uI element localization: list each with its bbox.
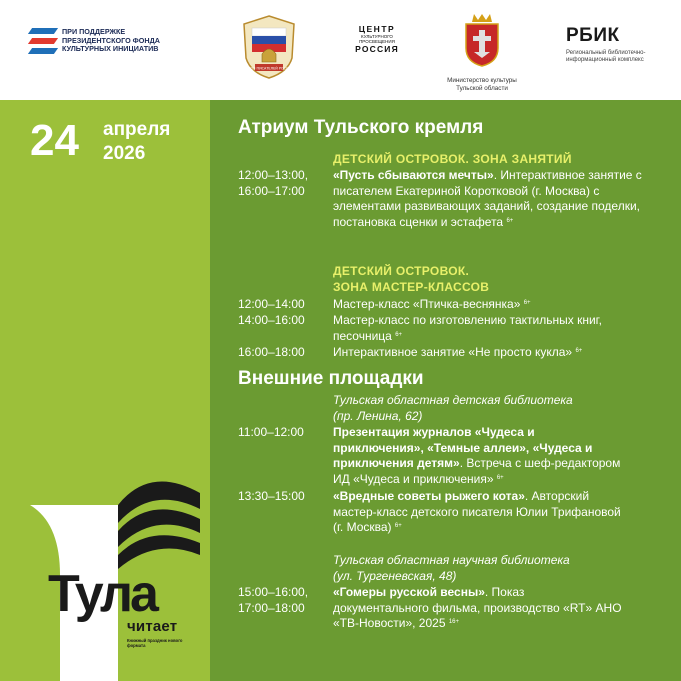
date-month: апреля xyxy=(103,119,171,140)
event-time: 12:00–14:00 xyxy=(238,297,305,311)
event-description: Мастер-класс по изготовлению тактильных книг, песочница $^{6+}$ xyxy=(333,313,602,343)
section-title-atrium: Атриум Тульского кремля xyxy=(238,117,484,138)
zone-heading-masterclass-2: ЗОНА МАСТЕР-КЛАССОВ xyxy=(333,280,490,294)
event-time: 14:00–16:00 xyxy=(238,313,305,327)
center-logo-top: ЦЕНТР xyxy=(358,24,396,34)
tula-reads-caption: Книжный праздник нового формата xyxy=(127,638,183,648)
tula-coat-of-arms-icon xyxy=(460,12,504,68)
tula-reads-wordmark: Тула xyxy=(48,565,156,623)
event-time: 11:00–12:00 xyxy=(238,425,304,439)
event-time: 12:00–13:00, 16:00–17:00 xyxy=(238,168,309,198)
event-time: 16:00–18:00 xyxy=(238,345,305,359)
event-description: Презентация журналов «Чудеса и приключения», «Темные аллеи», «Чудеса и приключения детям». Встреча с шеф-редактором ИД «Чудеса и приключения» $^{6+}$ xyxy=(333,425,621,486)
venue-name: Тульская областная детская библиотека xyxy=(333,393,573,407)
section-title-outdoor: Внешние площадки xyxy=(238,368,424,389)
center-logo-bottom: РОССИЯ xyxy=(355,44,399,54)
rbik-logo xyxy=(566,26,658,64)
event-description: «Гомеры русской весны». Показ документального фильма, производство «RT» АНО «ТВ-Новости», 2025 $^{16+}$ xyxy=(333,585,622,630)
pfki-text: ПРИ ПОДДЕРЖКЕ ПРЕЗИДЕНТСКОГО ФОНДА КУЛЬТУРНЫХ ИНИЦИАТИВ xyxy=(62,27,160,54)
rbik-subtitle: Региональный библиотечно-информационный комплекс xyxy=(566,50,646,63)
event-description: «Пусть сбываются мечты». Интерактивное занятие с писателем Екатериной Коротковой (г. Москва) с элементами развивающих заданий, создание поделки, постановка сценки и эстафета $^{6+}$ xyxy=(333,168,642,229)
venue-address: (пр. Ленина, 62) xyxy=(333,409,423,423)
event-description: Мастер-класс «Птичка-веснянка» $^{6+}$ xyxy=(333,297,531,311)
event-description: «Вредные советы рыжего кота». Авторский мастер-класс детского писателя Юлии Трифановой (г. Москва) $^{6+}$ xyxy=(333,489,621,534)
tula-reads-subword: читает xyxy=(127,618,178,635)
pfki-mark-icon xyxy=(30,28,56,54)
emblem-caption: СОЮЗ ПИСАТЕЛЕЙ РОССИИ xyxy=(244,66,294,71)
date-day: 24 xyxy=(30,116,79,165)
rbik-title: РБИК xyxy=(566,25,620,46)
center-logo-mid: КУЛЬТУРНОГО ПРОСВЕЩЕНИЯ xyxy=(359,34,395,44)
event-time: 13:30–15:00 xyxy=(238,489,305,503)
date-year: 2026 xyxy=(103,143,146,164)
tula-ministry-logo xyxy=(438,12,526,92)
partner-logos-header xyxy=(0,0,681,100)
venue-name: Тульская областная научная библиотека xyxy=(333,553,570,567)
writers-union-emblem-icon xyxy=(240,14,298,80)
center-logo xyxy=(354,24,400,54)
pfki-logo xyxy=(30,28,187,54)
event-description: Интерактивное занятие «Не просто кукла» $^{6+}$ xyxy=(333,345,583,359)
event-time: 15:00–16:00, 17:00–18:00 xyxy=(238,585,309,615)
zone-heading-masterclass-1: ДЕТСКИЙ ОСТРОВОК. xyxy=(333,264,470,278)
zone-heading-classes: ДЕТСКИЙ ОСТРОВОК. ЗОНА ЗАНЯТИЙ xyxy=(333,152,572,166)
tula-ministry-caption: Министерство культуры Тульской области xyxy=(447,77,517,92)
venue-address: (ул. Тургеневская, 48) xyxy=(333,569,457,583)
